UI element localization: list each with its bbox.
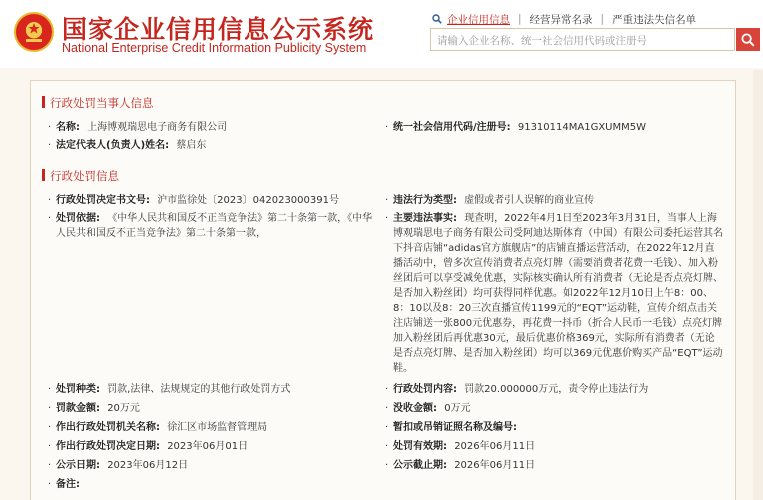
field-label: 作出行政处罚决定日期: [56,441,160,452]
field-label: 没收金额: [393,403,437,414]
field-valid-period: · 处罚有效期: 2026年06月11日 [385,441,536,452]
field-label: 违法行为类型: [393,195,457,206]
top-nav [432,12,696,26]
nav-divider: | [600,13,605,25]
field-publish-date: · 公示日期: 2023年06月12日 [48,460,189,471]
search-icon [741,33,755,47]
field-penalty-content: · 行政处罚内容: 罚款20.000000万元，责令停止违法行为 [385,384,649,395]
field-credit-code: · 统一社会信用代码/注册号: 91310114MA1GXUMM5W [385,122,646,133]
field-label: 暂扣或吊销证照名称及编号: [393,422,517,433]
field-label: 作出行政处罚机关名称: [56,422,160,433]
field-authority: · 作出行政处罚机关名称: 徐汇区市场监督管理局 [48,422,268,433]
field-decision-doc-no: · 行政处罚决定书文号: 沪市监徐处〔2023〕042023000391号 [48,195,339,206]
field-label: 罚款金额: [56,403,100,414]
field-label: 处罚种类: [56,384,100,395]
field-value: 罚款20.000000万元，责令停止违法行为 [464,384,649,395]
field-value: 2023年06月12日 [107,460,189,471]
field-label: 公示日期: [56,460,100,471]
field-label: 处罚依据: [56,213,100,224]
nav-divider: | [518,13,522,25]
field-license: · 暂扣或吊销证照名称及编号: [385,422,517,433]
field-value: 沪市监徐处〔2023〕042023000391号 [157,195,339,206]
field-value: 2026年06月11日 [454,460,536,471]
field-value: 罚款,法律、法规规定的其他行政处罚方式 [107,384,291,395]
field-value: 0万元 [444,403,471,414]
site-title-cn[interactable]: 国家企业信用信息公示系统 [62,15,375,44]
field-label: 行政处罚内容: [393,384,457,395]
section-title-penalty-info: 行政处罚信息 [42,168,119,184]
field-label: 统一社会信用代码/注册号: [393,122,511,133]
field-value: 2023年06月01日 [167,441,249,452]
section-title-party-info: 行政处罚当事人信息 [42,95,154,111]
field-label: 主要违法事实: [393,213,457,224]
search-input[interactable]: 请输入企业名称、统一社会信用代码或注册号 [430,28,735,51]
field-value: 虚假或者引人误解的商业宣传 [464,195,595,206]
search-button[interactable] [736,28,760,51]
field-value: 蔡启东 [176,140,207,151]
field-label: 名称: [56,122,80,133]
field-violation-type: · 违法行为类型: 虚假或者引人误解的商业宣传 [385,195,595,206]
nav-link-serious-violation-list[interactable]: 严重违法失信名单 [612,13,697,26]
field-value: 《中华人民共和国反不正当竞争法》第二十条第一款，《中华人民共和国反不正当竞争法》第二十条第一款， [56,213,373,239]
site-title-en: National Enterprise Credit Information Publicity System [62,41,367,55]
field-label: 备注: [56,479,80,490]
field-label: 行政处罚决定书文号: [56,195,150,206]
field-remark: · 备注: [48,479,80,490]
field-value: 20万元 [107,403,140,414]
field-legal-rep: · 法定代表人(负责人)姓名: 蔡启东 [48,140,207,151]
field-value: 现查明，2022年4月1日至2023年3月31日，当事人上海博观瑞思电子商务有限公司受阿迪达斯体育（中国）有限公司委托运营其名下抖音店铺“adidas官方旗舰店”的店铺直播运营活动，在2022年12月直播活动中，曾多次宣传消费者点亮灯牌（需要消费者花费一毛钱）、加入粉丝团后可以享受减免优惠，实际核实确认所有消费者（无论是否点亮灯牌、是否加入粉丝团）均可获得同样优惠。如2022年12月10日上午8：00、8：10以及8：20三次直播宣传1199元的“EQT”运动鞋，宣传介绍点击关注店铺送一张800元优惠券，再花费一抖币（折合人民币一毛钱）点亮灯牌加入粉丝团后再优惠30元，最后优惠价格369元，实际所有消费者（无论是否点亮灯牌、是否加入粉丝团）均可以369元优惠价购买产品“EQT”运动鞋。 [393,213,723,374]
field-label: 公示截止期: [393,460,447,471]
search-icon [432,14,442,24]
field-name: · 名称: 上海博观瑞思电子商务有限公司 [48,122,228,133]
field-main-facts: · 主要违法事实: 现查明，2022年4月1日至2023年3月31日，当事人上海博观瑞思电子商务有限公司受阿迪达斯体育（中国）有限公司委托运营其名下抖音店铺“adidas官方旗舰店”的店铺直播运营活动，在2022年12月直播活动中，曾多次宣传消费者点亮灯牌（需要消费者花费一毛钱）、加入粉丝团后可以享受减免优惠，实际核实确认所有消费者（无论是否点亮灯牌、是否加入粉丝团）均可获得同样优惠。如2022年12月10日上午8：00、8：10以及8：20三次直播宣传1199元的“EQT”运动鞋，宣传介绍点击关注店铺送一张800元优惠券，再花费一抖币（折合人民币一毛钱）点亮灯牌加入粉丝团后再优惠30元，最后优惠价格369元，实际所有消费者（无论是否点亮灯牌、是否加入粉丝团）均可以369元优惠价购买产品“EQT”运动鞋。 [385,213,723,374]
field-fine-amount: · 罚款金额: 20万元 [48,403,140,414]
field-publish-end-date: · 公示截止期: 2026年06月11日 [385,460,536,471]
site-header [0,0,763,68]
national-emblem-icon[interactable] [14,12,54,52]
field-penalty-type: · 处罚种类: 罚款,法律、法规规定的其他行政处罚方式 [48,384,291,395]
nav-link-abnormal-list[interactable]: 经营异常名录 [529,13,593,26]
field-value: 2026年06月11日 [454,441,536,452]
field-confiscation-amount: · 没收金额: 0万元 [385,403,471,414]
nav-link-enterprise-credit[interactable]: 企业信用信息 [447,13,510,26]
field-label: 法定代表人(负责人)姓名: [56,140,170,151]
page-scrollbar[interactable] [753,70,763,500]
field-value: 上海博观瑞思电子商务有限公司 [87,122,228,133]
field-label: 处罚有效期: [393,441,447,452]
field-penalty-basis: · 处罚依据: 《中华人民共和国反不正当竞争法》第二十条第一款，《中华人民共和国反不正当竞争法》第二十条第一款， [48,213,373,239]
field-value: 91310114MA1GXUMM5W [517,122,646,133]
field-value: 徐汇区市场监督管理局 [167,422,268,433]
field-decision-date: · 作出行政处罚决定日期: 2023年06月01日 [48,441,249,452]
